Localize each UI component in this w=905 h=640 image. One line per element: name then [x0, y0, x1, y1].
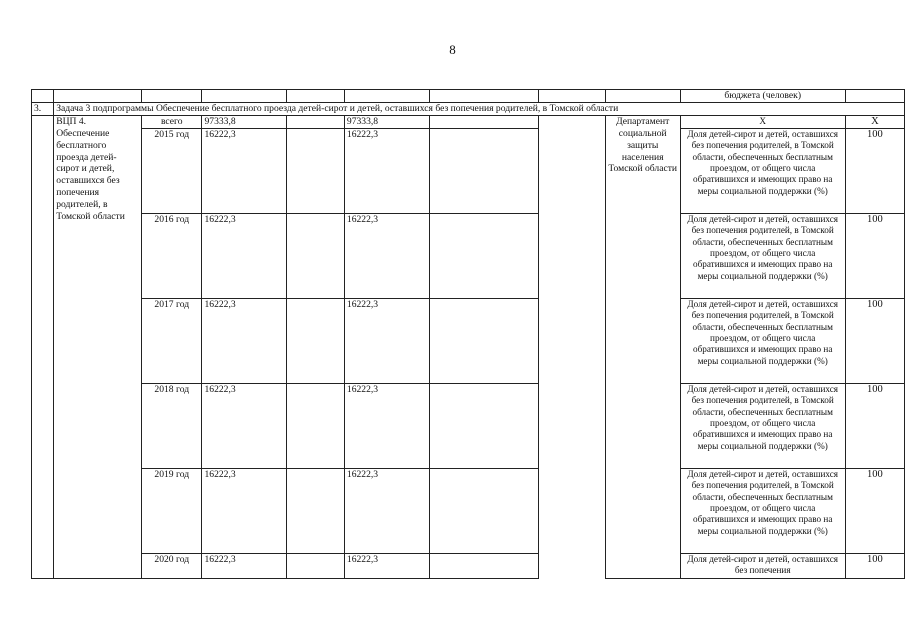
local-cell: [430, 213, 538, 298]
federal-cell: [286, 468, 344, 553]
total-cell: 16222,3: [202, 213, 286, 298]
indicator-cell: Х: [680, 115, 845, 128]
program-table: [31, 89, 905, 579]
period-cell: 2019 год: [142, 468, 202, 553]
period-cell: 2015 год: [142, 128, 202, 213]
total-cell: 16222,3: [202, 298, 286, 383]
table-row: [32, 128, 905, 213]
federal-cell: [286, 213, 344, 298]
regional-cell: 16222,3: [344, 128, 429, 213]
indicator-cell: Доля детей-сирот и детей, оставшихся без попечения родителей, в Томской области, обеспеченных бесплатным проездом, от общего числа обратившихся и имеющих право на меры социальной поддержки (%): [680, 128, 845, 213]
gap-cell: [538, 553, 605, 578]
task-row: [32, 102, 905, 115]
period-cell: 2018 год: [142, 383, 202, 468]
indicator-cell: Доля детей-сирот и детей, оставшихся без попечения родителей, в Томской области, обеспеченных бесплатным проездом, от общего числа обратившихся и имеющих право на меры социальной поддержки (%): [680, 213, 845, 298]
target-cell: 100: [845, 553, 904, 578]
target-cell: 100: [845, 128, 904, 213]
period-cell: всего: [142, 115, 202, 128]
regional-cell: 16222,3: [344, 383, 429, 468]
federal-cell: [286, 383, 344, 468]
local-cell: [430, 553, 538, 578]
local-cell: [430, 298, 538, 383]
regional-cell: 16222,3: [344, 213, 429, 298]
task-number: 3.: [32, 102, 54, 115]
total-cell: 97333,8: [202, 115, 286, 128]
task-title: Задача 3 подпрограммы Обеспечение бесплатного проезда детей-сирот и детей, оставшихся без попечения родителей, в Томской области: [54, 102, 905, 115]
blank-number-cell: [32, 115, 54, 578]
regional-cell: 16222,3: [344, 553, 429, 578]
period-cell: 2020 год: [142, 553, 202, 578]
indicator-cell: Доля детей-сирот и детей, оставшихся без попечения родителей, в Томской области, обеспеченных бесплатным проездом, от общего числа обратившихся и имеющих право на меры социальной поддержки (%): [680, 383, 845, 468]
total-cell: 16222,3: [202, 468, 286, 553]
table-row-continued: [32, 90, 905, 103]
period-cell: 2017 год: [142, 298, 202, 383]
gap-cell: [538, 298, 605, 383]
gap-cell: [538, 115, 605, 128]
total-cell: 16222,3: [202, 383, 286, 468]
table-row: [32, 298, 905, 383]
target-cell: 100: [845, 383, 904, 468]
total-cell: 16222,3: [202, 128, 286, 213]
indicator-cell: Доля детей-сирот и детей, оставшихся без попечения родителей, в Томской области, обеспеченных бесплатным проездом, от общего числа обратившихся и имеющих право на меры социальной поддержки (%): [680, 298, 845, 383]
federal-cell: [286, 115, 344, 128]
indicator-cell: Доля детей-сирот и детей, оставшихся без попечения: [680, 553, 845, 578]
table-row-total: [32, 115, 905, 128]
local-cell: [430, 468, 538, 553]
table-row: [32, 213, 905, 298]
gap-cell: [538, 468, 605, 553]
gap-cell: [538, 128, 605, 213]
regional-cell: 16222,3: [344, 468, 429, 553]
local-cell: [430, 128, 538, 213]
table-row: [32, 553, 905, 578]
period-cell: 2016 год: [142, 213, 202, 298]
target-cell: 100: [845, 468, 904, 553]
page-number: 8: [449, 42, 456, 57]
indicator-cell: Доля детей-сирот и детей, оставшихся без попечения родителей, в Томской области, обеспеченных бесплатным проездом, от общего числа обратившихся и имеющих право на меры социальной поддержки (%): [680, 468, 845, 553]
gap-cell: [538, 213, 605, 298]
federal-cell: [286, 128, 344, 213]
table-row: [32, 383, 905, 468]
regional-cell: 97333,8: [344, 115, 429, 128]
indicator-tail-cell: бюджета (человек): [680, 90, 845, 103]
target-cell: Х: [845, 115, 904, 128]
target-cell: 100: [845, 298, 904, 383]
table-row: [32, 468, 905, 553]
federal-cell: [286, 298, 344, 383]
target-cell: 100: [845, 213, 904, 298]
measure-name-cell: ВЦП 4. Обеспечение бесплатного проезда детей-сирот и детей, оставшихся без попечения родителей, в Томской области: [54, 115, 142, 578]
gap-cell: [538, 383, 605, 468]
local-cell: [430, 383, 538, 468]
regional-cell: 16222,3: [344, 298, 429, 383]
total-cell: 16222,3: [202, 553, 286, 578]
local-cell: [430, 115, 538, 128]
responsible-cell: Департамент социальной защиты населения Томской области: [605, 115, 680, 578]
federal-cell: [286, 553, 344, 578]
